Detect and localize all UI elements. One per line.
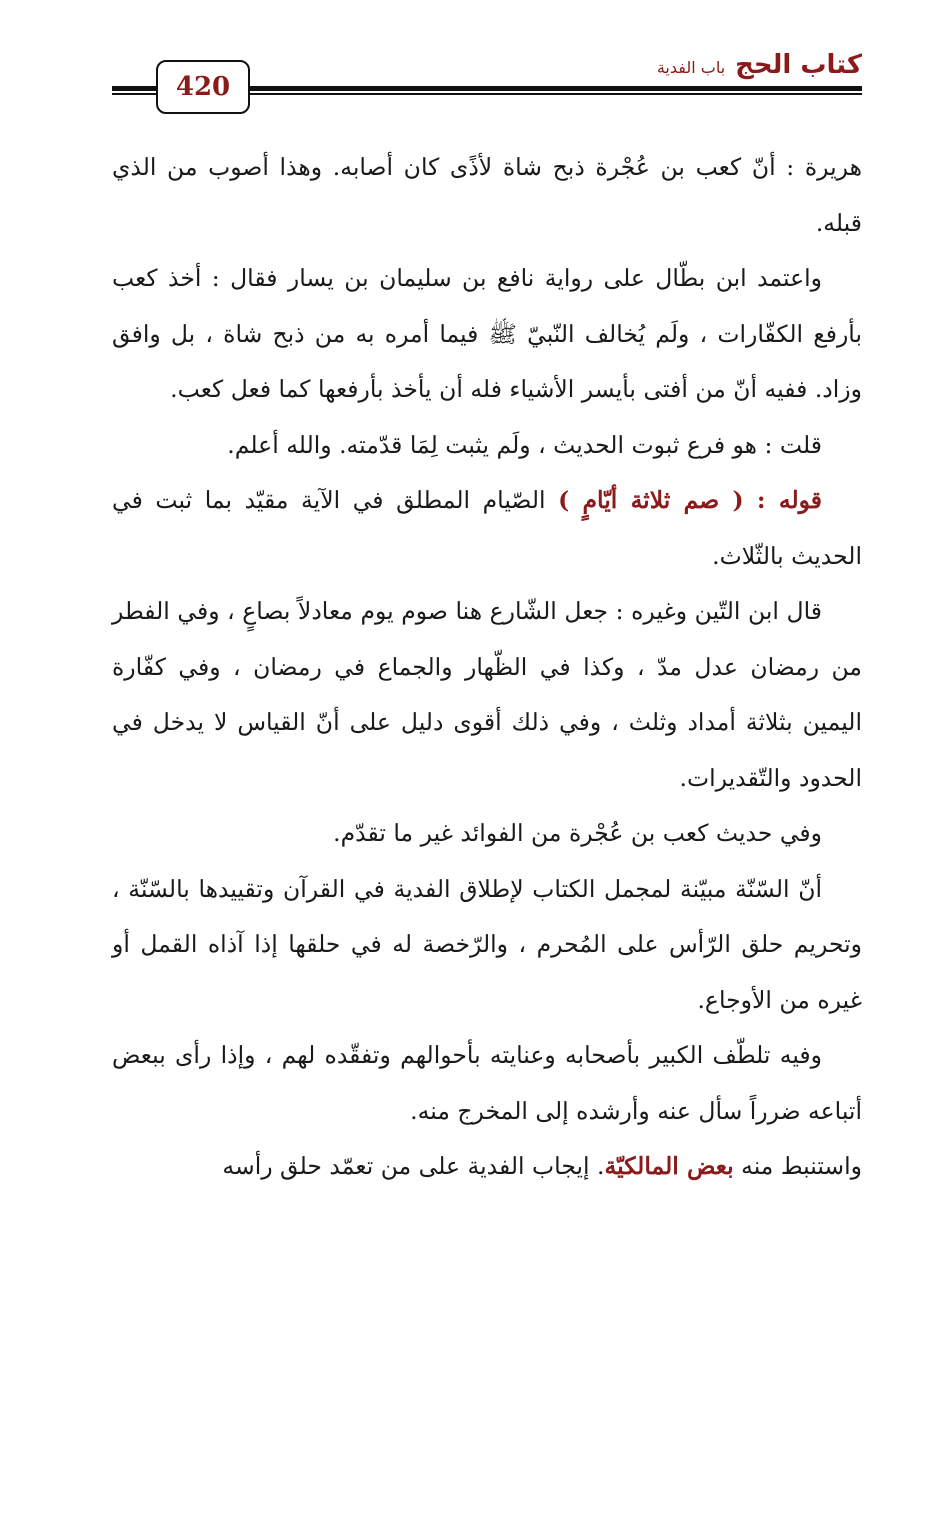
paragraph: [112, 140, 862, 251]
paragraph-text: أنّ السّنّة مبيّنة لمجمل الكتاب لإطلاق الفدية في القرآن وتقييدها بالسّنّة ، وتحريم حلق الرّأس على المُحرم ، والرّخصة له في حلقها إذا آذاه القمل أو غيره من الأوجاع.: [112, 874, 862, 1014]
page-number: 420: [156, 60, 250, 114]
highlighted-phrase: بعض المالكيّة: [604, 1152, 734, 1180]
paragraph: [112, 418, 862, 474]
paragraph-text: قلت : هو فرع ثبوت الحديث ، ولَم يثبت لِمَا قدّمته. والله أعلم.: [227, 430, 822, 459]
paragraph-text: قال ابن التّين وغيره : جعل الشّارع هنا صوم يوم معادلاً بصاعٍ ، وفي الفطر من رمضان عدل مدّ ، وكذا في الظّهار والجماع في رمضان ، وفي كفّارة اليمين بثلاثة أمداد وثلث ، وفي ذلك أقوى دليل على أنّ القياس لا يدخل في الحدود والتّقديرات.: [112, 597, 862, 792]
paragraph-text: هريرة : أنّ كعب بن عُجْرة ذبح شاة لأذًى كان أصابه. وهذا أصوب من الذي قبله.: [112, 153, 862, 237]
page-header: [112, 48, 862, 118]
paragraph-text: واستنبط منه: [733, 1152, 862, 1180]
paragraph-text: وفيه تلطّف الكبير بأصحابه وعنايته بأحوالهم وتفقّده لهم ، وإذا رأى ببعض أتباعه ضرراً سأل عنه وأرشده إلى المخرج منه.: [112, 1041, 862, 1125]
body-text: [112, 140, 862, 1195]
book-title: كتاب الحج: [735, 50, 862, 80]
paragraph-text: . إيجاب الفدية على من تعمّد حلق رأسه: [222, 1152, 605, 1180]
quoted-phrase: قوله : ( صم ثلاثة أيّامٍ ): [558, 486, 822, 514]
running-title: [657, 50, 862, 80]
paragraph: [112, 1139, 862, 1195]
paragraph: [112, 584, 862, 806]
paragraph-text: وفي حديث كعب بن عُجْرة من الفوائد غير ما تقدّم.: [333, 819, 822, 847]
chapter-title: باب الفدية: [656, 58, 726, 77]
paragraph: [112, 806, 862, 862]
paragraph-text: واعتمد ابن بطّال على رواية نافع بن سليمان بن يسار فقال : أخذ كعب بأرفع الكفّارات ، ولَم يُخالف النّبيّ ﷺ فيما أمره به من ذبح شاة ، بل وافق وزاد. ففيه أنّ من أفتى بأيسر الأشياء فله أن يأخذ بأرفعها كما فعل كعب.: [112, 264, 862, 403]
paragraph: [112, 1028, 862, 1139]
paragraph: [112, 862, 862, 1029]
paragraph: [112, 251, 862, 418]
paragraph: [112, 473, 862, 584]
paragraph-text: الصّيام المطلق في الآية مقيّد بما ثبت في الحديث بالثّلاث.: [112, 486, 862, 570]
